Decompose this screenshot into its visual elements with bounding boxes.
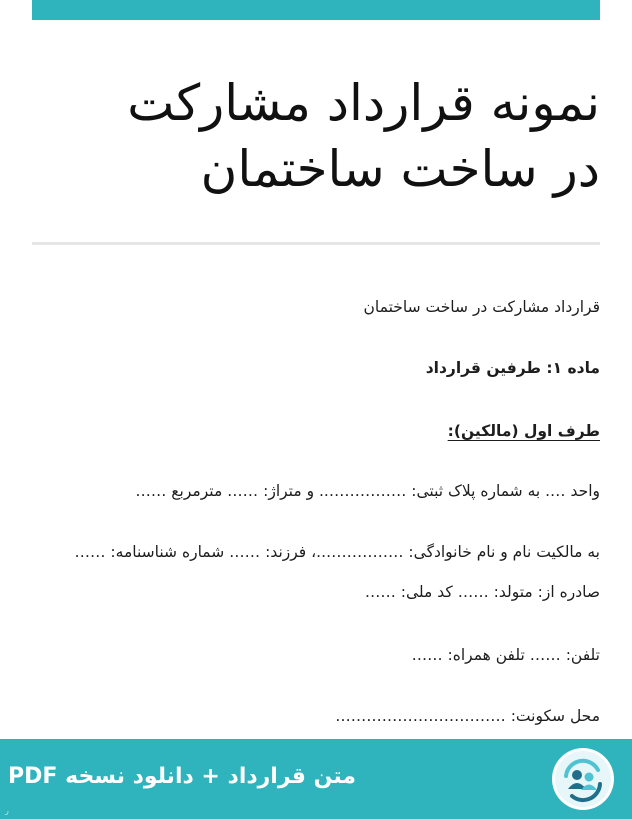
- footer-banner[interactable]: [0, 739, 632, 819]
- title-line-1: نمونه قرارداد مشارکت: [127, 74, 600, 132]
- issued-line: صادره از: متولد: …… کد ملی: ……: [364, 583, 600, 601]
- article-heading: ماده ۱: طرفین قرارداد: [425, 359, 600, 377]
- address-line: محل سکونت: ……………………………: [335, 707, 600, 725]
- footer-cta-text[interactable]: متن قرارداد + دانلود نسخه PDF: [8, 764, 356, 789]
- top-accent-bar: [32, 0, 600, 20]
- title-line-2: در ساخت ساختمان: [200, 140, 600, 198]
- owner-line: به مالکیت نام و نام خانوادگی: ……………..، فرزند: …… شماره شناسنامه: ……: [74, 543, 600, 561]
- people-chat-icon[interactable]: [552, 748, 614, 810]
- intro-text: قرارداد مشارکت در ساخت ساختمان: [363, 298, 600, 316]
- party-one-heading: طرف اول (مالکین):: [447, 422, 600, 440]
- title-divider: [32, 242, 600, 245]
- unit-line: واحد …. به شماره پلاک ثبتی: …………….. و متراژ: …… مترمربع ……: [135, 482, 600, 500]
- corner-mark: ر: [5, 806, 9, 815]
- phone-line: تلفن: …… تلفن همراه: ……: [411, 646, 600, 664]
- page-title: [40, 70, 600, 202]
